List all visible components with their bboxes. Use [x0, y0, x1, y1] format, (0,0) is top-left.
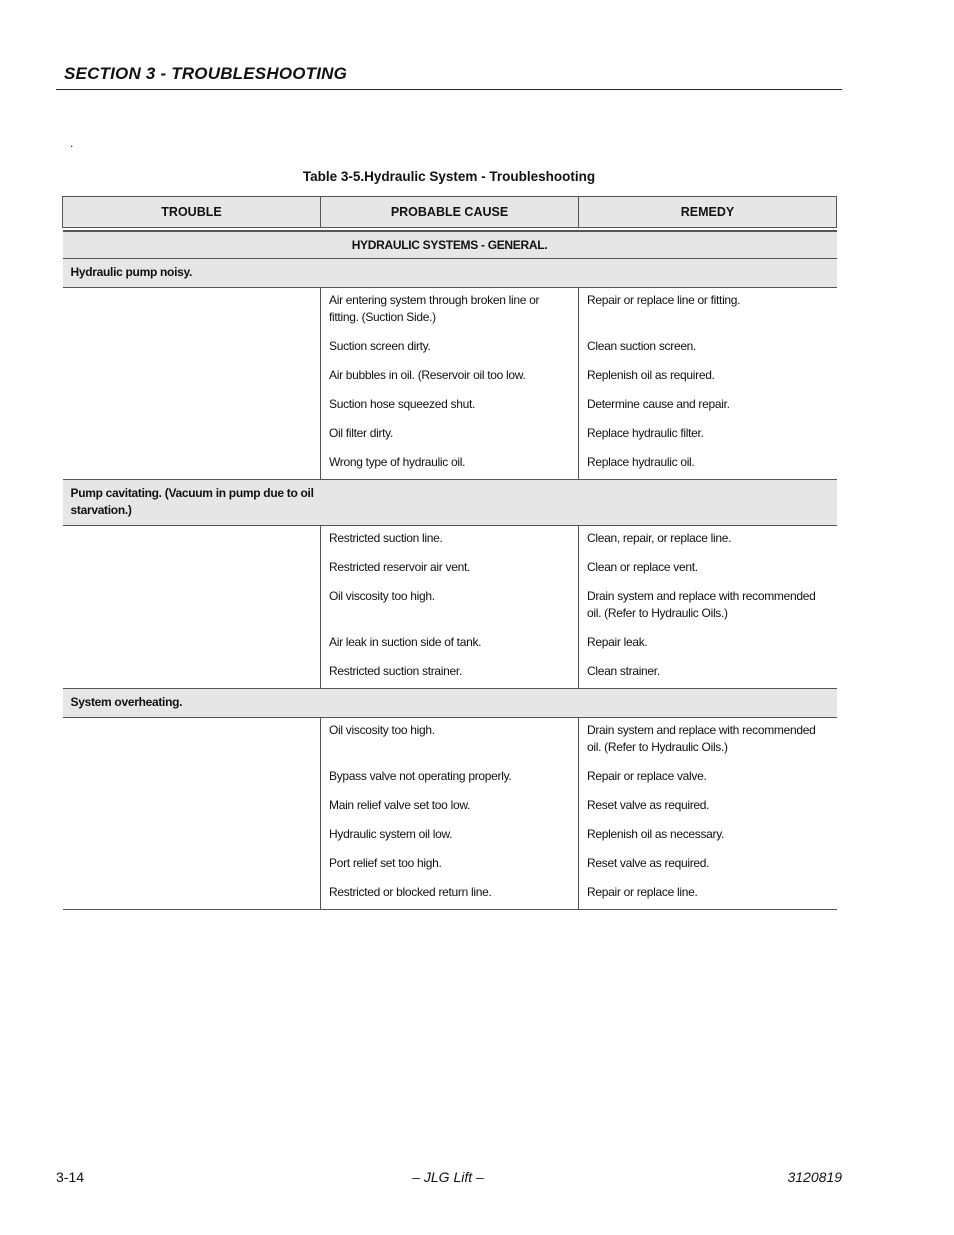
- remedy-cell: Clean, repair, or replace line.: [587, 531, 732, 545]
- probable-cause-cell: Bypass valve not operating properly.: [321, 764, 579, 793]
- remedy-cell: Determine cause and repair.: [587, 397, 730, 411]
- trouble-text: Hydraulic pump noisy.: [70, 265, 192, 279]
- remedy-cell: Repair or replace valve.: [587, 769, 707, 783]
- cause-remedy-row: [63, 718, 837, 765]
- probable-cause-cell: Port relief set too high.: [321, 851, 579, 880]
- trouble-row: [63, 480, 837, 526]
- empty-trouble-cell: [63, 584, 321, 630]
- troubleshooting-table: [62, 196, 837, 910]
- probable-cause-cell: Hydraulic system oil low.: [321, 822, 579, 851]
- empty-trouble-cell: [63, 718, 321, 765]
- empty-trouble-cell: [63, 526, 321, 556]
- trouble-cell: [63, 259, 837, 288]
- trouble-text: System overheating.: [70, 695, 183, 709]
- remedy-cell: Clean or replace vent.: [587, 560, 698, 574]
- empty-trouble-cell: [63, 630, 321, 659]
- page-number: 3-14: [56, 1169, 85, 1185]
- cause-remedy-row: [63, 793, 837, 822]
- cause-remedy-row: [63, 764, 837, 793]
- remedy-cell: Drain system and replace with recommended oil. (Refer to Hydraulic Oils.): [587, 589, 816, 620]
- general-heading: HYDRAULIC SYSTEMS - GENERAL.: [63, 231, 837, 259]
- remedy-cell: Clean strainer.: [587, 664, 660, 678]
- remedy-cell: Reset valve as required.: [587, 856, 710, 870]
- cause-remedy-row: [63, 822, 837, 851]
- general-heading-row: [63, 231, 837, 259]
- empty-trouble-cell: [63, 880, 321, 910]
- trouble-text: Pump cavitating. (Vacuum in pump due to oil starvation.): [70, 486, 314, 517]
- empty-trouble-cell: [63, 851, 321, 880]
- probable-cause-cell: Oil viscosity too high.: [321, 584, 579, 630]
- empty-trouble-cell: [63, 793, 321, 822]
- column-header-trouble: TROUBLE: [63, 197, 321, 228]
- cause-remedy-row: [63, 880, 837, 910]
- column-header-remedy: REMEDY: [579, 197, 837, 228]
- cause-remedy-row: [63, 450, 837, 480]
- remedy-cell: Repair or replace line.: [579, 880, 837, 910]
- empty-trouble-cell: [63, 450, 321, 480]
- probable-cause-cell: Suction hose squeezed shut.: [321, 392, 579, 421]
- section-title: SECTION 3 - TROUBLESHOOTING: [64, 64, 348, 83]
- empty-trouble-cell: [63, 421, 321, 450]
- empty-trouble-cell: [63, 764, 321, 793]
- cause-remedy-row: [63, 584, 837, 630]
- empty-trouble-cell: [63, 659, 321, 689]
- cause-remedy-row: [63, 555, 837, 584]
- empty-trouble-cell: [63, 822, 321, 851]
- table-caption: Table 3-5.Hydraulic System - Troubleshooting: [302, 169, 596, 184]
- probable-cause-cell: Main relief valve set too low.: [321, 793, 579, 822]
- probable-cause-cell: Air leak in suction side of tank.: [321, 630, 579, 659]
- empty-trouble-cell: [63, 555, 321, 584]
- trouble-row: [63, 259, 837, 288]
- empty-trouble-cell: [63, 363, 321, 392]
- empty-trouble-cell: [63, 392, 321, 421]
- cause-remedy-row: [63, 392, 837, 421]
- probable-cause-cell: Oil viscosity too high.: [321, 718, 579, 765]
- remedy-cell: Clean suction screen.: [587, 339, 697, 353]
- probable-cause-cell: Oil filter dirty.: [321, 421, 579, 450]
- empty-trouble-cell: [63, 334, 321, 363]
- trouble-cell: [63, 480, 837, 526]
- cause-remedy-row: [63, 659, 837, 689]
- trouble-row: [63, 689, 837, 718]
- probable-cause-cell: Air entering system through broken line or fitting. (Suction Side.): [321, 288, 579, 335]
- probable-cause-cell: Restricted or blocked return line.: [321, 880, 579, 910]
- remedy-cell: Replenish oil as necessary.: [587, 827, 725, 841]
- remedy-cell: Repair leak.: [587, 635, 648, 649]
- cause-remedy-row: [63, 363, 837, 392]
- cause-remedy-row: [63, 288, 837, 335]
- remedy-cell: Drain system and replace with recommended oil. (Refer to Hydraulic Oils.): [587, 723, 816, 754]
- footer-brand: – JLG Lift –: [412, 1169, 484, 1185]
- doc-number: 3120819: [787, 1169, 842, 1185]
- remedy-cell: Reset valve as required.: [587, 798, 710, 812]
- cause-remedy-row: [63, 851, 837, 880]
- probable-cause-cell: Restricted suction line.: [321, 526, 579, 556]
- remedy-cell: Replace hydraulic filter.: [587, 426, 704, 440]
- cause-remedy-row: [63, 334, 837, 363]
- remedy-cell: Repair or replace line or fitting.: [587, 293, 741, 307]
- empty-trouble-cell: [63, 288, 321, 335]
- column-header-probable-cause: PROBABLE CAUSE: [321, 197, 579, 228]
- trouble-cell: [63, 689, 837, 718]
- probable-cause-cell: Restricted suction strainer.: [321, 659, 579, 689]
- cause-remedy-row: [63, 421, 837, 450]
- stray-mark: .: [70, 136, 74, 150]
- header-rule: [56, 89, 842, 90]
- remedy-cell: Replace hydraulic oil.: [587, 455, 695, 469]
- cause-remedy-row: [63, 526, 837, 556]
- probable-cause-cell: Restricted reservoir air vent.: [321, 555, 579, 584]
- probable-cause-cell: Air bubbles in oil. (Reservoir oil too low.: [321, 363, 579, 392]
- cause-remedy-row: [63, 630, 837, 659]
- probable-cause-cell: Suction screen dirty.: [321, 334, 579, 363]
- remedy-cell: Replenish oil as required.: [587, 368, 715, 382]
- table-header-row: [63, 197, 837, 228]
- probable-cause-cell: Wrong type of hydraulic oil.: [321, 450, 579, 480]
